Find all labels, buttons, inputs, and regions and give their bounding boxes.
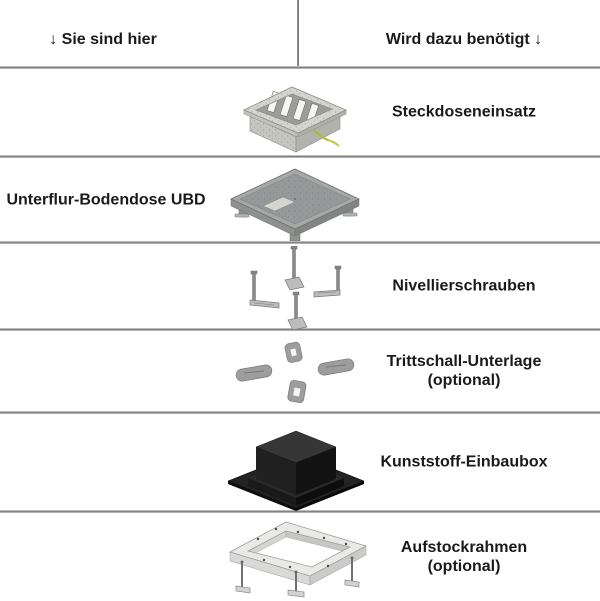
row-steckdoseneinsatz: [0, 69, 600, 155]
row-unterflur-bodendose: [0, 158, 600, 241]
row-label-text: Nivellierschrauben: [392, 277, 536, 295]
row-label: [330, 103, 598, 122]
row-label: [330, 538, 598, 576]
row-aufstockrahmen: [0, 513, 600, 601]
row-label-text: Kunststoff-Einbaubox: [380, 453, 548, 471]
row-trittschall-unterlage: [0, 331, 600, 411]
row-label-text: Steckdoseneinsatz: [391, 103, 537, 121]
row-label-optional: (optional): [427, 372, 501, 389]
header-left-label: ↓ Sie sind hier: [49, 31, 157, 48]
header-column-divider: [297, 0, 299, 66]
row-label: [0, 190, 212, 209]
header-row: [0, 0, 600, 66]
row-label-text: Trittschall-Unterlage: [386, 353, 542, 370]
underfloor-box-image: [227, 161, 365, 241]
header-right-label: Wird dazu benötigt ↓: [385, 31, 543, 48]
row-label-text: Aufstockrahmen: [400, 539, 528, 556]
row-label: [330, 453, 598, 472]
row-kunststoff-einbaubox: [0, 414, 600, 510]
row-label: [330, 277, 598, 296]
row-label-optional: (optional): [427, 558, 501, 575]
row-label-text: Unterflur-Bodendose UBD: [6, 191, 206, 208]
row-label: [330, 352, 598, 390]
row-nivellierschrauben: [0, 244, 600, 328]
